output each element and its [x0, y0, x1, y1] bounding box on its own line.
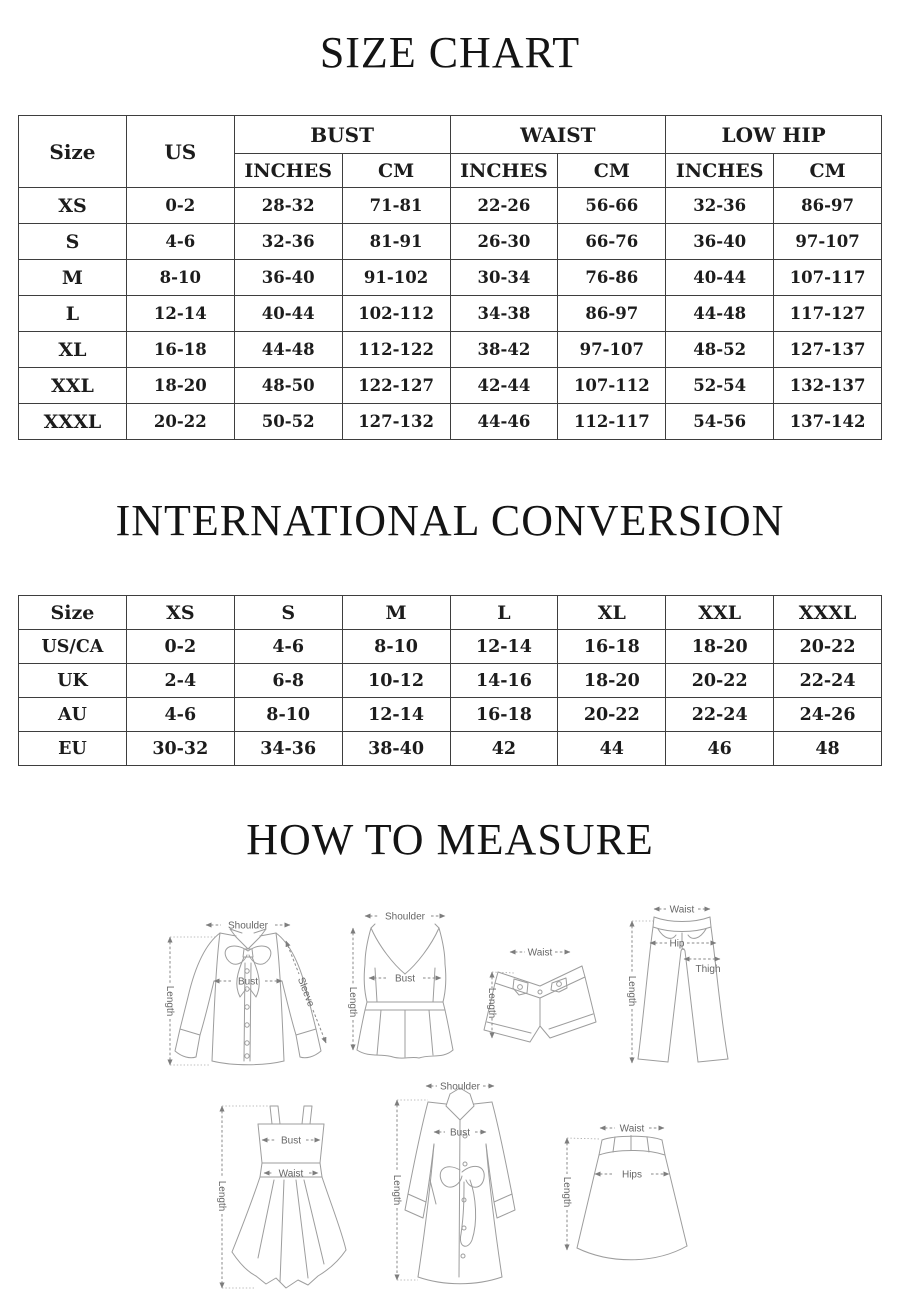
- value-cell: 8-10: [234, 698, 342, 732]
- coat-bust-label: Bust: [449, 1127, 471, 1139]
- dress-outline: [232, 1106, 346, 1288]
- dress-bust-label: Bust: [280, 1135, 302, 1147]
- skirt-length-label: Length: [561, 1176, 572, 1208]
- dress-waist-label: Waist: [278, 1168, 304, 1180]
- waist-cm-header: CM: [558, 154, 666, 188]
- blouse-bust-label: Bust: [237, 976, 259, 988]
- col-header-us: US: [126, 116, 234, 188]
- col-header-bust: BUST: [234, 116, 450, 154]
- waist-cm-cell: 76-86: [558, 260, 666, 296]
- waist-cm-cell: 107-112: [558, 368, 666, 404]
- bust-in-cell: 44-48: [234, 332, 342, 368]
- value-cell: 4-6: [234, 630, 342, 664]
- lowhip-in-cell: 48-52: [666, 332, 774, 368]
- blouse-length-label: Length: [164, 985, 175, 1017]
- conv-header-xs: XS: [126, 596, 234, 630]
- value-cell: 20-22: [558, 698, 666, 732]
- bust-cm-cell: 91-102: [342, 260, 450, 296]
- conversion-title: INTERNATIONAL CONVERSION: [115, 496, 785, 545]
- lowhip-in-cell: 44-48: [666, 296, 774, 332]
- value-cell: 6-8: [234, 664, 342, 698]
- waist-inches-header: INCHES: [450, 154, 558, 188]
- conv-header-l: L: [450, 596, 558, 630]
- coat-figure: [378, 1072, 548, 1300]
- table-row: [19, 404, 882, 440]
- skirt-outline: [577, 1136, 687, 1260]
- coat-measures: [391, 1082, 494, 1281]
- col-header-low-hip: LOW HIP: [666, 116, 882, 154]
- table-row: [19, 698, 882, 732]
- size-cell: XS: [19, 188, 127, 224]
- value-cell: 12-14: [342, 698, 450, 732]
- waist-cm-cell: 97-107: [558, 332, 666, 368]
- skirt-waist-label: Waist: [619, 1123, 645, 1135]
- tank-top-outline: [357, 924, 453, 1058]
- conv-header-m: M: [342, 596, 450, 630]
- blouse-shoulder-label: Shoulder: [227, 920, 269, 932]
- waist-in-cell: 30-34: [450, 260, 558, 296]
- value-cell: 22-24: [666, 698, 774, 732]
- skirt-figure: [555, 1108, 715, 1283]
- value-cell: 20-22: [774, 630, 882, 664]
- lowhip-inches-header: INCHES: [666, 154, 774, 188]
- value-cell: 14-16: [450, 664, 558, 698]
- conversion-table: [18, 595, 882, 766]
- coat-length-label: Length: [391, 1174, 402, 1206]
- us-cell: 12-14: [126, 296, 234, 332]
- size-cell: XXXL: [19, 404, 127, 440]
- value-cell: 16-18: [450, 698, 558, 732]
- blouse-sleeve-label: Sleeve: [294, 975, 317, 1009]
- value-cell: 4-6: [126, 698, 234, 732]
- conv-header-size: Size: [19, 596, 127, 630]
- size-cell: M: [19, 260, 127, 296]
- waist-cm-cell: 56-66: [558, 188, 666, 224]
- table-row: [19, 260, 882, 296]
- lowhip-cm-header: CM: [774, 154, 882, 188]
- value-cell: 18-20: [558, 664, 666, 698]
- bust-in-cell: 28-32: [234, 188, 342, 224]
- table-row: [19, 732, 882, 766]
- tank-top-length-label: Length: [347, 986, 358, 1018]
- pants-hip-label: Hip: [669, 938, 685, 950]
- tank-top-bust-label: Bust: [394, 973, 416, 985]
- shorts-waist-label: Waist: [527, 947, 553, 959]
- tank-top-figure: [345, 898, 465, 1070]
- bust-cm-cell: 127-132: [342, 404, 450, 440]
- bust-in-cell: 32-36: [234, 224, 342, 260]
- dress-length-label: Length: [216, 1180, 227, 1212]
- value-cell: 24-26: [774, 698, 882, 732]
- lowhip-cm-cell: 117-127: [774, 296, 882, 332]
- us-cell: 20-22: [126, 404, 234, 440]
- dress-figure: [200, 1092, 375, 1297]
- size-cell: S: [19, 224, 127, 260]
- dress-measures: [216, 1106, 320, 1288]
- us-cell: 8-10: [126, 260, 234, 296]
- conv-header-xl: XL: [558, 596, 666, 630]
- bust-inches-header: INCHES: [234, 154, 342, 188]
- skirt-measures: [561, 1124, 669, 1251]
- lowhip-cm-cell: 86-97: [774, 188, 882, 224]
- table-row: [19, 664, 882, 698]
- bust-cm-cell: 102-112: [342, 296, 450, 332]
- table-row: [19, 296, 882, 332]
- value-cell: 44: [558, 732, 666, 766]
- shorts-outline: [484, 966, 596, 1042]
- waist-in-cell: 44-46: [450, 404, 558, 440]
- value-cell: 0-2: [126, 630, 234, 664]
- conv-header-xxxl: XXXL: [774, 596, 882, 630]
- region-cell: US/CA: [19, 630, 127, 664]
- size-cell: XL: [19, 332, 127, 368]
- coat-shoulder-label: Shoulder: [439, 1081, 481, 1093]
- size-chart-table: [18, 115, 882, 440]
- shorts-length-label: Length: [486, 987, 497, 1019]
- tank-top-shoulder-label: Shoulder: [384, 911, 426, 923]
- size-cell: XXL: [19, 368, 127, 404]
- size-chart-title: SIZE CHART: [319, 28, 581, 77]
- lowhip-in-cell: 40-44: [666, 260, 774, 296]
- lowhip-cm-cell: 107-117: [774, 260, 882, 296]
- waist-cm-cell: 86-97: [558, 296, 666, 332]
- pants-length-label: Length: [626, 975, 637, 1007]
- how-to-measure-title: HOW TO MEASURE: [246, 815, 654, 864]
- conv-header-xxl: XXL: [666, 596, 774, 630]
- size-cell: L: [19, 296, 127, 332]
- lowhip-in-cell: 52-54: [666, 368, 774, 404]
- value-cell: 34-36: [234, 732, 342, 766]
- shorts-figure: [470, 938, 610, 1056]
- waist-cm-cell: 112-117: [558, 404, 666, 440]
- waist-in-cell: 38-42: [450, 332, 558, 368]
- bust-cm-cell: 122-127: [342, 368, 450, 404]
- value-cell: 12-14: [450, 630, 558, 664]
- bust-cm-header: CM: [342, 154, 450, 188]
- value-cell: 16-18: [558, 630, 666, 664]
- value-cell: 30-32: [126, 732, 234, 766]
- region-cell: AU: [19, 698, 127, 732]
- waist-in-cell: 34-38: [450, 296, 558, 332]
- us-cell: 0-2: [126, 188, 234, 224]
- us-cell: 4-6: [126, 224, 234, 260]
- value-cell: 20-22: [666, 664, 774, 698]
- table-row: [19, 368, 882, 404]
- us-cell: 18-20: [126, 368, 234, 404]
- value-cell: 38-40: [342, 732, 450, 766]
- value-cell: 8-10: [342, 630, 450, 664]
- bust-in-cell: 50-52: [234, 404, 342, 440]
- lowhip-cm-cell: 137-142: [774, 404, 882, 440]
- pants-waist-label: Waist: [669, 904, 695, 916]
- skirt-hips-label: Hips: [621, 1169, 643, 1181]
- value-cell: 42: [450, 732, 558, 766]
- conv-header-s: S: [234, 596, 342, 630]
- value-cell: 46: [666, 732, 774, 766]
- blouse-outline: [175, 929, 321, 1065]
- region-cell: UK: [19, 664, 127, 698]
- bust-cm-cell: 112-122: [342, 332, 450, 368]
- lowhip-in-cell: 54-56: [666, 404, 774, 440]
- pants-figure: [620, 893, 750, 1073]
- lowhip-cm-cell: 127-137: [774, 332, 882, 368]
- bust-in-cell: 36-40: [234, 260, 342, 296]
- bust-cm-cell: 81-91: [342, 224, 450, 260]
- waist-cm-cell: 66-76: [558, 224, 666, 260]
- value-cell: 18-20: [666, 630, 774, 664]
- table-row: [19, 332, 882, 368]
- table-row: [19, 224, 882, 260]
- waist-in-cell: 22-26: [450, 188, 558, 224]
- lowhip-in-cell: 36-40: [666, 224, 774, 260]
- table-row: [19, 188, 882, 224]
- coat-outline: [405, 1088, 515, 1284]
- bust-in-cell: 48-50: [234, 368, 342, 404]
- col-header-size: Size: [19, 116, 127, 188]
- lowhip-cm-cell: 132-137: [774, 368, 882, 404]
- bust-in-cell: 40-44: [234, 296, 342, 332]
- blouse-figure: [158, 893, 338, 1083]
- lowhip-in-cell: 32-36: [666, 188, 774, 224]
- lowhip-cm-cell: 97-107: [774, 224, 882, 260]
- pants-thigh-label: Thigh: [695, 964, 721, 975]
- value-cell: 2-4: [126, 664, 234, 698]
- region-cell: EU: [19, 732, 127, 766]
- waist-in-cell: 26-30: [450, 224, 558, 260]
- col-header-waist: WAIST: [450, 116, 666, 154]
- value-cell: 22-24: [774, 664, 882, 698]
- table-row: [19, 630, 882, 664]
- value-cell: 10-12: [342, 664, 450, 698]
- waist-in-cell: 42-44: [450, 368, 558, 404]
- bust-cm-cell: 71-81: [342, 188, 450, 224]
- value-cell: 48: [774, 732, 882, 766]
- us-cell: 16-18: [126, 332, 234, 368]
